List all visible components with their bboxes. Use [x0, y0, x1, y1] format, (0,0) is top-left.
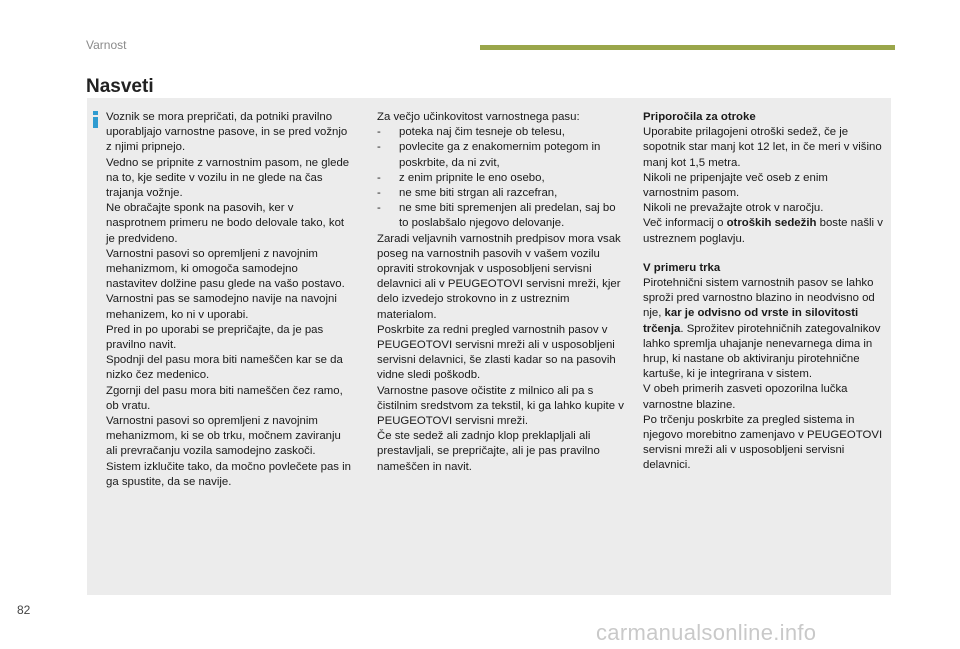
bold-text: otroških sedežih	[726, 217, 817, 230]
column-3	[643, 110, 883, 474]
list-dash: -	[377, 187, 381, 200]
paragraph: Zgornji del pasu mora biti nameščen čez ramo, ob vratu.	[106, 384, 343, 412]
bold-text: kar je odvisno od vrste in silovitosti trčenja	[643, 307, 859, 335]
list-item	[377, 140, 627, 170]
paragraph: Uporabite prilagojeni otroški sedež, če je sopotnik star manj kot 12 let, in če meri v višino manj kot 1,5 metra.	[643, 126, 882, 169]
watermark: carmanualsonline.info	[596, 620, 817, 645]
list-item	[377, 171, 627, 186]
column-1	[106, 110, 352, 490]
paragraph	[643, 276, 883, 382]
column-2	[377, 110, 627, 475]
paragraph: Nikoli ne pripenjajte več oseb z enim varnostnim pasom.	[643, 171, 828, 200]
intro-text: Za večjo učinkovitost varnostnega pasu:	[377, 111, 580, 123]
paragraph: Po trčenju poskrbite za pregled sistema in njegovo morebitno zamenjavo v PEUGEOTOVI servisni mreži ali v usposobljeni servisni delavnici.	[643, 413, 883, 472]
text-run: . Sprožitev pirotehničnih zategovalnikov lahko spremlja uhajanje nenevarnega dima in hrup, ki nastane ob aktiviranju pirotehnične kartuše, ki je integrirana v sistem.	[643, 322, 881, 381]
list-item-text: ne sme biti spremenjen ali predelan, saj bo to poslabšalo njegovo delovanje.	[399, 202, 616, 230]
section-label: Varnost	[86, 38, 127, 52]
subheading-collision: V primeru trka	[643, 261, 721, 274]
paragraph: Če ste sedež ali zadnjo klop preklapljali ali prestavljali, se prepričajte, ali je pas pravilno nameščen in navit.	[377, 430, 600, 473]
paragraph: V obeh primerih zasveti opozorilna lučka varnostne blazine.	[643, 383, 848, 411]
paragraph: Zaradi veljavnih varnostnih predpisov mora vsak poseg na varnostnih pasovih v vašem vozilu opraviti strokovnjak v usposobljeni servisni delavnici ali v PEUGEOTOVI servisni mreži, kjer delo izvedejo strokovno in z ustreznim materialom.	[377, 232, 621, 321]
list-dash: -	[377, 171, 381, 184]
list-item-text: ne sme biti strgan ali razcefran,	[399, 187, 558, 200]
paragraph: Pred in po uporabi se prepričajte, da je pas pravilno navit.	[106, 323, 324, 352]
text-run: Več informacij o	[643, 217, 727, 230]
paragraph: Vedno se pripnite z varnostnim pasom, ne glede na to, kje sedite v vozilu in ne glede na čas trajanja vožnje.	[106, 156, 350, 200]
list-dash: -	[377, 202, 381, 215]
info-icon	[90, 111, 102, 128]
paragraph: Varnostni pasovi so opremljeni z navojnim mehanizmom, ki omogoča samodejno nastavitev dolžine pasu glede na vašo postavo. Varnostni pas se samodejno navije na navojni mehanizem, ko ni v uporabi.	[106, 247, 345, 321]
paragraph	[643, 216, 883, 246]
list-item-text: poteka naj čim tesneje ob telesu,	[399, 126, 565, 139]
list-item-text: z enim pripnite le eno osebo,	[399, 171, 545, 184]
paragraph: Voznik se mora prepričati, da potniki pravilno uporabljajo varnostne pasove, in se pred vožnjo z njimi pripnejo.	[106, 111, 348, 154]
paragraph: Varnostni pasovi so opremljeni z navojnim mehanizmom, ki se ob trku, močnem zaviranju ali prevračanju vozila samodejno zaskoči. Sistem izklučite tako, da močno povlečete pas in ga spustite, da se navije.	[106, 415, 352, 488]
list-item	[377, 125, 627, 140]
paragraph: Spodnji del pasu mora biti nameščen kar se da nizko čez medenico.	[106, 354, 343, 382]
paragraph: Varnostne pasove očistite z milnico ali pa s čistilnim sredstvom za tekstil, ki ga lahko kupite v PEUGEOTOVI servisni mreži.	[377, 384, 624, 428]
page-number: 82	[17, 603, 31, 617]
list-dash: -	[377, 126, 381, 139]
text-run: boste našli v ustreznem poglavju.	[643, 217, 883, 245]
paragraph: Nikoli ne prevažajte otrok v naročju.	[643, 202, 824, 215]
paragraph: Poskrbite za redni pregled varnostnih pasov v PEUGEOTOVI servisni mreži ali v usposobljeni servisni delavnici, še zlasti kadar so na pasovih vidne sledi poškodb.	[377, 323, 616, 382]
subheading-children: Priporočila za otroke	[643, 111, 756, 123]
paragraph: Ne obračajte sponk na pasovih, ker v nasprotnem primeru ne bodo delovale tako, kot je predvideno.	[106, 202, 345, 245]
text-run: Pirotehnični sistem varnostnih pasov se lahko sproži pred varnostno blazino in neodvisno od nje,	[643, 277, 875, 320]
list-item-text: povlecite ga z enakomernim potegom in poskrbite, da ni zvit,	[399, 141, 601, 169]
header-accent-bar	[480, 45, 895, 50]
list-dash: -	[377, 141, 381, 154]
page-title: Nasveti	[86, 76, 154, 97]
list-item	[377, 186, 627, 201]
list-item	[377, 201, 627, 231]
